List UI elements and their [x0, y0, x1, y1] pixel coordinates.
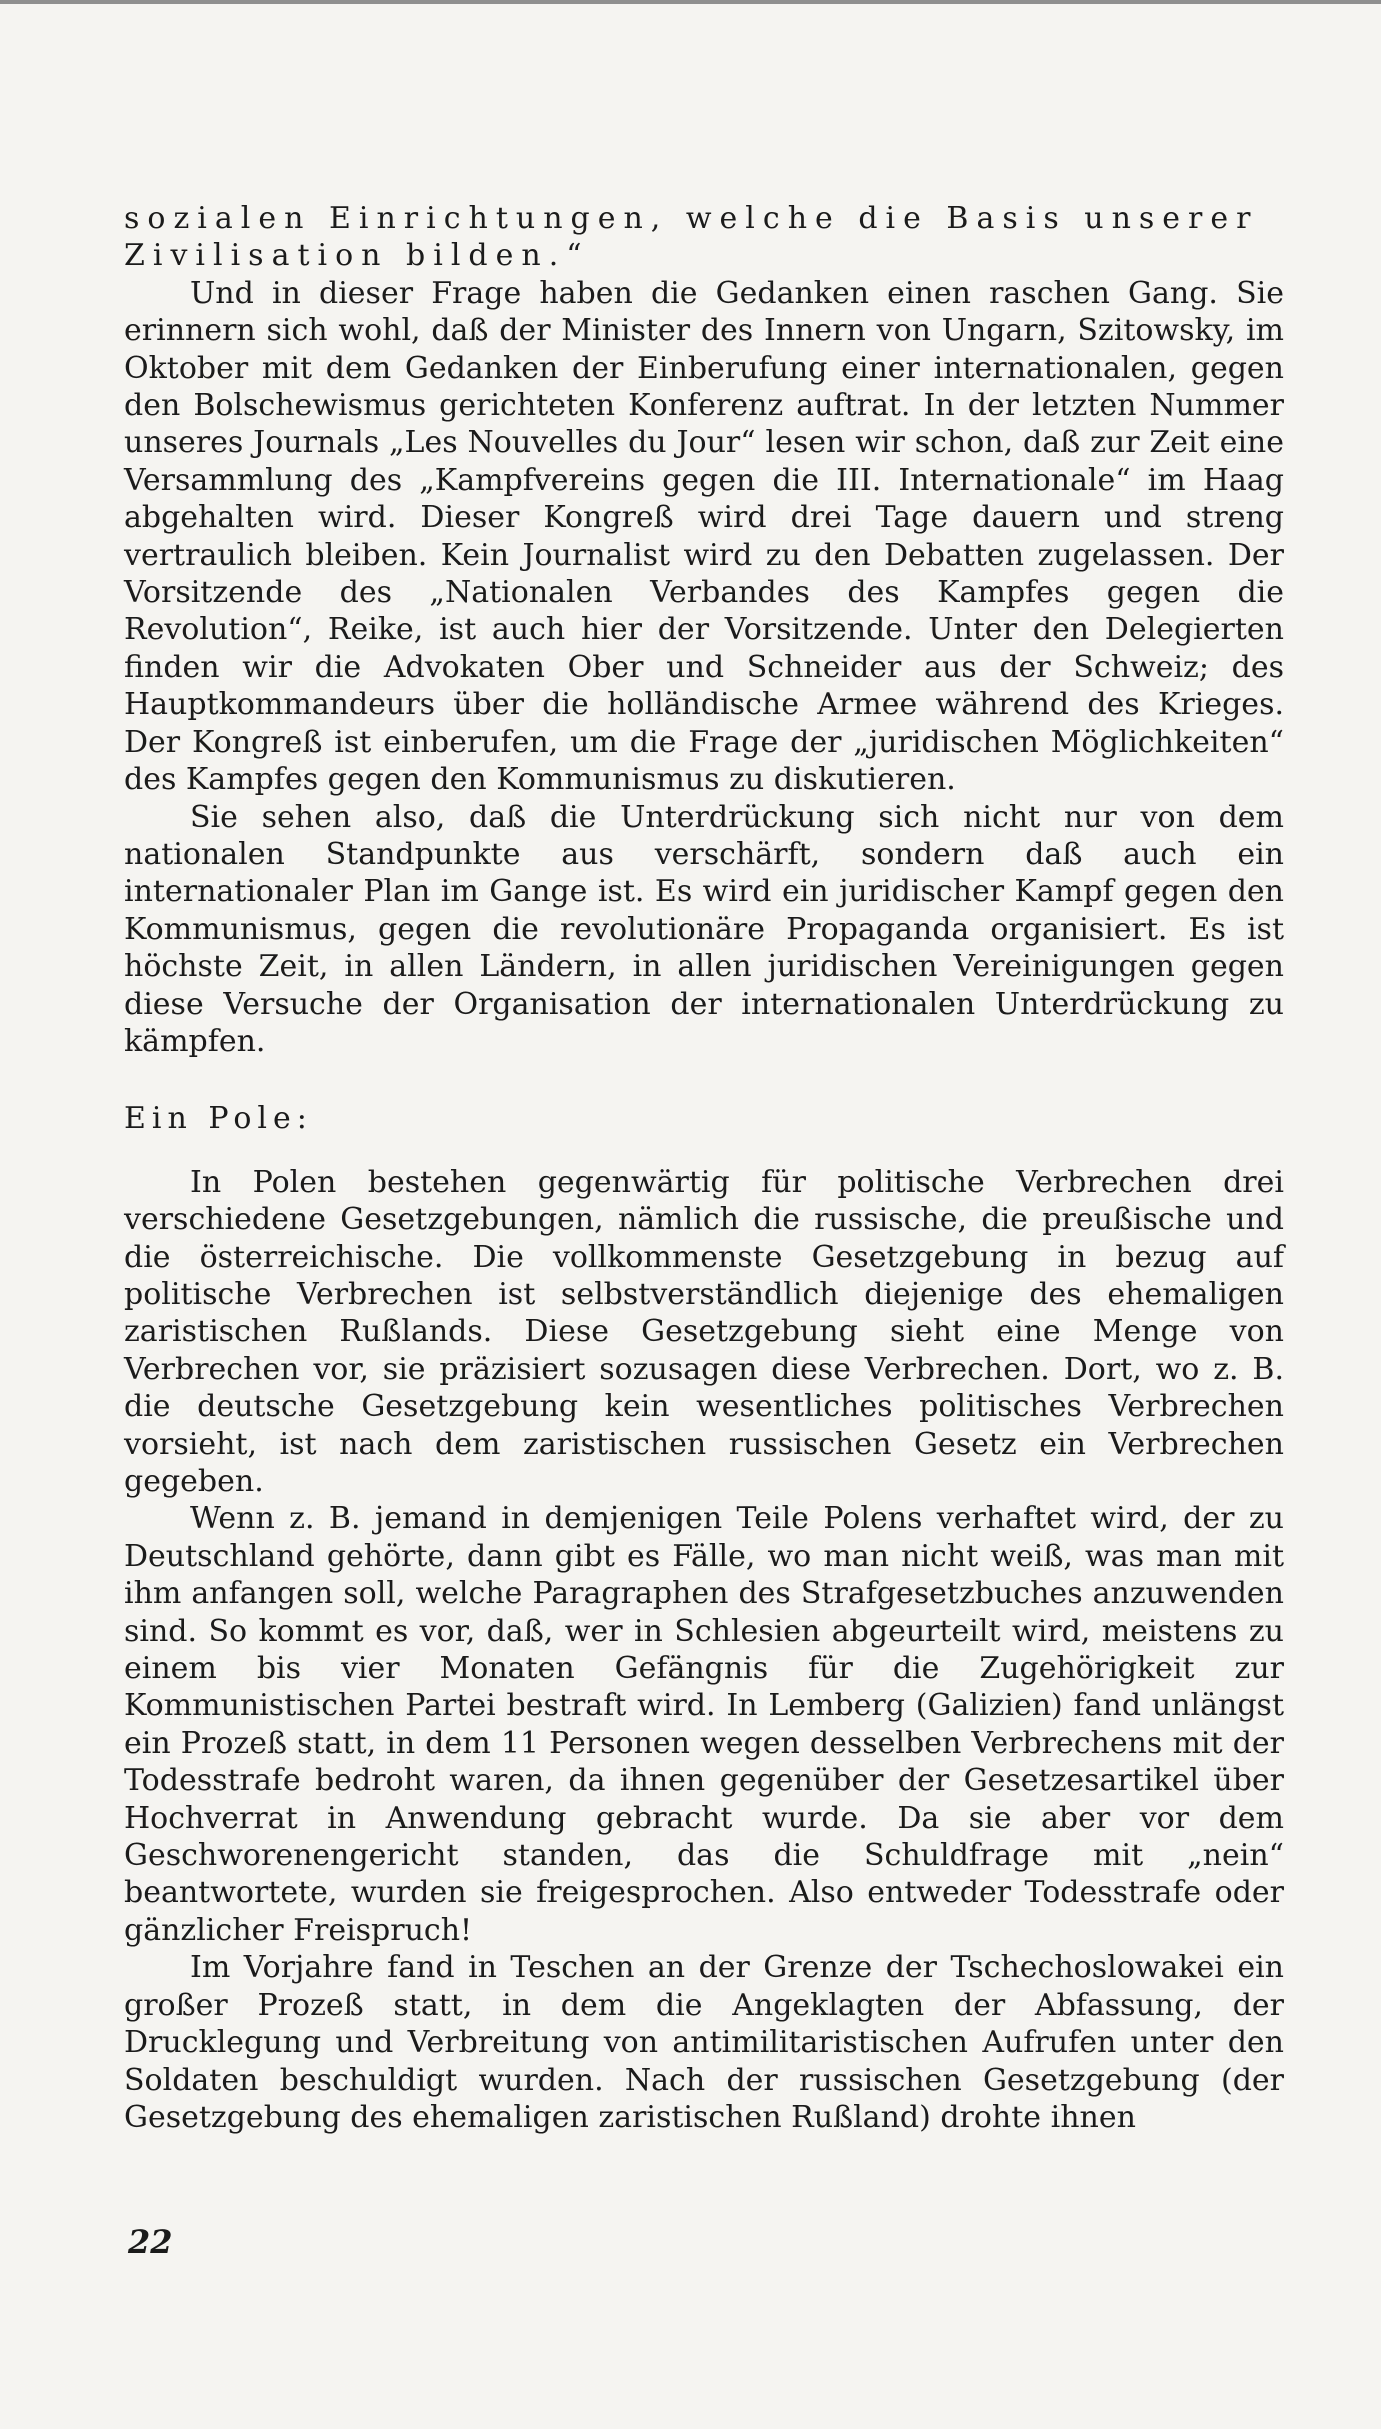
- paragraph-poland-laws: In Polen bestehen gegenwärtig für politische Verbrechen drei verschiedene Gesetzgebungen, nämlich die russische, die preußische und die österreichische. Die vollkommenste Gesetzgebung in bezug auf politische Verbrechen ist selbstverständlich diejenige des ehemaligen zaristischen Rußlands. Diese Gesetzgebung sieht eine Menge von Verbrechen vor, sie präzisiert sozusagen diese Verbrechen. Dort, wo z. B. die deutsche Gesetzgebung kein wesentliches politisches Verbrechen vorsieht, ist nach dem zaristischen russischen Gesetz ein Verbrechen gegeben.: [124, 1164, 1284, 1499]
- section-gap: [124, 1060, 1284, 1100]
- scan-top-border: [0, 0, 1381, 4]
- speaker-heading: Ein Pole:: [124, 1101, 313, 1137]
- paragraph-continuation: sozialen Einrichtungen, welche die Basis unserer Zivilisation bilden.“: [124, 201, 1259, 274]
- paragraph-conference: Und in dieser Frage haben die Gedanken einen raschen Gang. Sie erinnern sich wohl, daß der Minister des Innern von Ungarn, Szitowsky, im Oktober mit dem Gedanken der Einberufung einer internationalen, gegen den Bolschewismus gerichteten Konferenz auftrat. In der letzten Nummer unseres Journals „Les Nouvelles du Jour“ lesen wir schon, daß zur Zeit eine Versammlung des „Kampfvereins gegen die III. Internationale“ im Haag abgehalten wird. Dieser Kongreß wird drei Tage dauern und streng vertraulich bleiben. Kein Journalist wird zu den Debatten zugelassen. Der Vorsitzende des „Nationalen Verbandes des Kampfes gegen die Revolution“, Reike, ist auch hier der Vorsitzende. Unter den Delegierten finden wir die Advokaten Ober und Schneider aus der Schweiz; des Hauptkommandeurs über die holländische Armee während des Krieges. Der Kongreß ist einberufen, um die Frage der „juridischen Möglichkeiten“ des Kampfes gegen den Kommunismus zu diskutieren.: [124, 275, 1284, 798]
- heading-gap: [124, 1138, 1284, 1164]
- page-text-block: [124, 200, 1284, 2136]
- page-number: 22: [128, 2223, 173, 2261]
- paragraph-teschen-trial: Im Vorjahre fand in Teschen an der Grenze der Tschechoslowakei ein großer Prozeß statt, in dem die Angeklagten der Abfassung, der Drucklegung und Verbreitung von antimilitaristischen Aufrufen unter den Soldaten beschuldigt wurden. Nach der russischen Gesetzgebung (der Gesetzgebung des ehemaligen zaristischen Rußland) drohte ihnen: [124, 1950, 1284, 2135]
- paragraph-silesia-lemberg: Wenn z. B. jemand in demjenigen Teile Polens verhaftet wird, der zu Deutschland gehörte, dann gibt es Fälle, wo man nicht weiß, was man mit ihm anfangen soll, welche Paragraphen des Strafgesetzbuches anzuwenden sind. So kommt es vor, daß, wer in Schlesien abgeurteilt wird, meistens zu einem bis vier Monaten Gefängnis für die Zugehörigkeit zur Kommunistischen Partei bestraft wird. In Lemberg (Galizien) fand unlängst ein Prozeß statt, in dem 11 Personen wegen desselben Verbrechens mit der Todesstrafe bedroht waren, da ihnen gegenüber der Gesetzesartikel über Hochverrat in Anwendung gebracht wurde. Da sie aber vor dem Geschworenengericht standen, das die Schuldfrage mit „nein“ beantwortete, wurden sie freigesprochen. Also entweder Todesstrafe oder gänzlicher Freispruch!: [124, 1501, 1284, 1948]
- paragraph-international-plan: Sie sehen also, daß die Unterdrückung sich nicht nur von dem nationalen Standpunkte aus verschärft, sondern daß auch ein internationaler Plan im Gange ist. Es wird ein juridischer Kampf gegen den Kommunismus, gegen die revolutionäre Propaganda organisiert. Es ist höchste Zeit, in allen Ländern, in allen juridischen Vereinigungen gegen diese Versuche der Organisation der internationalen Unterdrückung zu kämpfen.: [124, 799, 1284, 1059]
